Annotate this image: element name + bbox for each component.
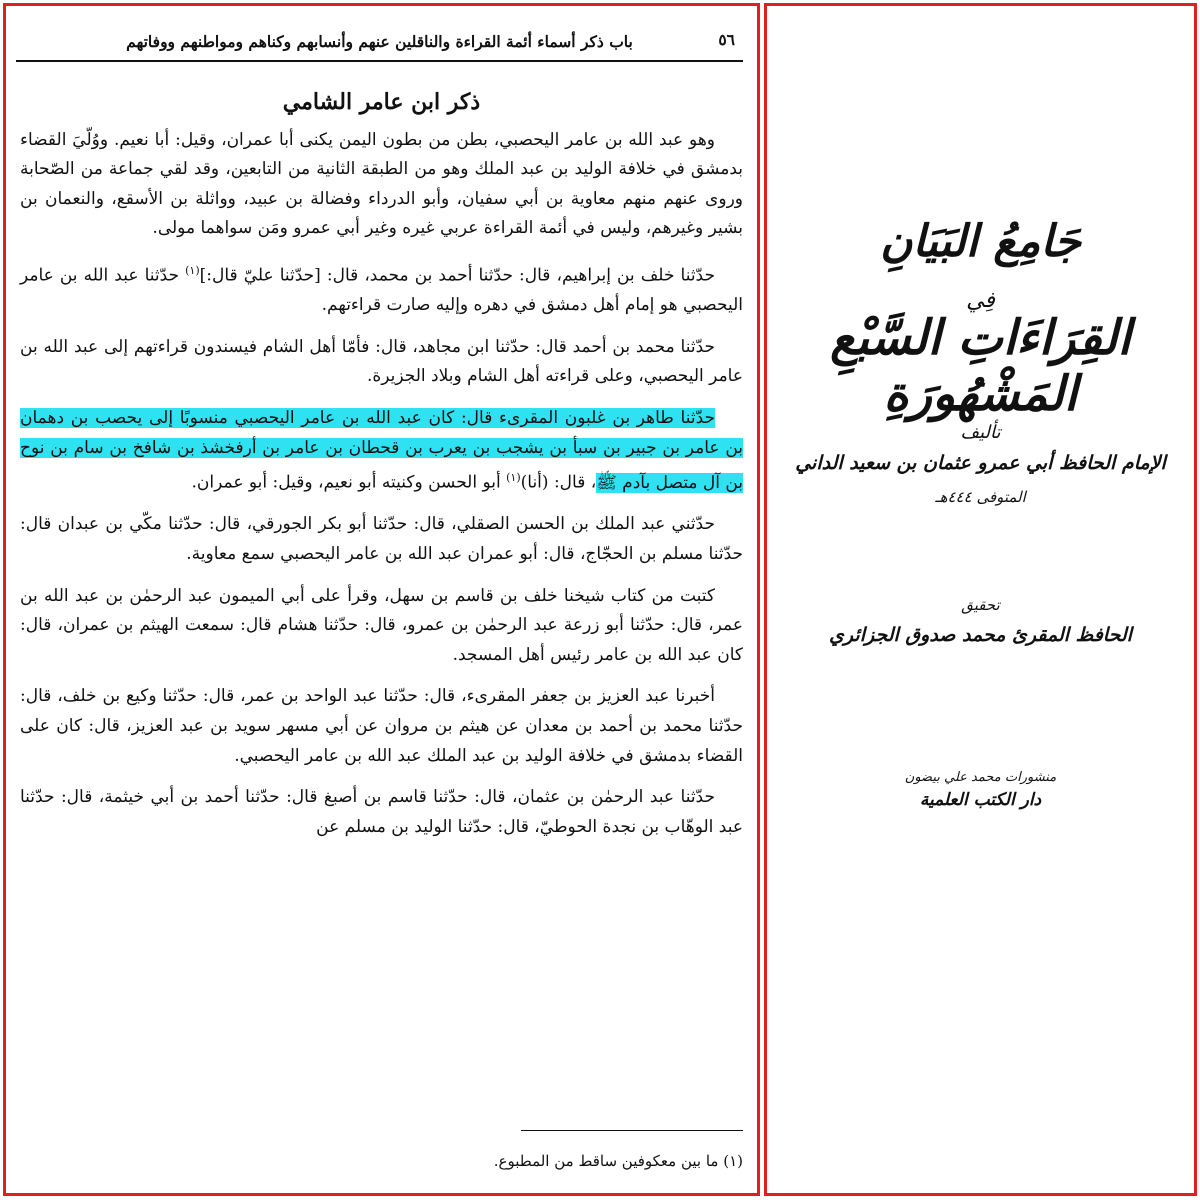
cover-publisher-line-1: منشورات محمد علي بيضون	[904, 770, 1057, 785]
footnote-marker: (١)	[506, 471, 521, 485]
cover-authored-label: تأليف	[960, 422, 1001, 443]
cover-author: الإمام الحافظ أبي عمرو عثمان بن سعيد الداني	[795, 452, 1166, 474]
paragraph-3: حدّثنا محمد بن أحمد قال: حدّثنا ابن مجاهد، قال: فأمّا أهل الشام فيسندون قراءتهم إلى عبد الله بن عامر اليحصبي، وعلى قراءته أهل الشام وبلاد الجزيرة.	[20, 336, 743, 387]
cover-main-title: جَامِعُ البَيَانِ	[880, 216, 1081, 267]
paragraph-1: وهو عبد الله بن عامر اليحصبي، بطن من بطون اليمن يكنى أبا عمران، وقيل: أبا نعيم. ووُلّيَ القضاء بدمشق في خلافة الوليد بن عبد الملك وهو من الطبقة الثانية من التابعين، وقد لقي جماعة من الصّحابة وروى عنهم منهم معاوية بن أبي سفيان، وأبو الدرداء وفضالة بن عبيد، وواثلة بن الأسقع، والنعمان بن بشير وغيرهم، وليس في أئمة القراءة عربي غيره وغير أبي عمرو ومَن سواهما مولى.	[20, 129, 743, 239]
book-page-56	[3, 3, 760, 1196]
running-title: باب ذكر أسماء أئمة القراءة والناقلين عنهم وأنسابهم وكناهم ومواطنهم ووفاتهم	[126, 32, 633, 51]
cover-conjunction: فِي	[966, 288, 995, 313]
cover-subtitle: القِرَاءَاتِ السَّبْعِ المَشْهُورَةِ	[830, 310, 1131, 422]
page-number: ٥٦	[718, 30, 735, 49]
cover-publisher-line-2: دار الكتب العلمية	[919, 790, 1042, 810]
cover-editor: الحافظ المقرئ محمد صدوق الجزائري	[829, 624, 1132, 646]
paragraph-2-text: حدّثنا خلف بن إبراهيم، قال: حدّثنا أحمد بن محمد، قال: [حدّثنا عليّ قال:]	[199, 265, 715, 286]
footnote: (١) ما بين معكوفين ساقط من المطبوع.	[493, 1152, 743, 1170]
paragraph-4-mid: ، قال: (أنا)	[520, 472, 597, 493]
paragraph-2	[20, 256, 743, 321]
section-title: ذكر ابن عامر الشامي	[282, 89, 481, 115]
book-cover-page	[764, 3, 1197, 1196]
highlighted-text: حدّثنا طاهر بن غلبون المقرىء قال: كان عبد الله بن عامر اليحصبي منسوبًا إلى يحصب بن دهمان بن عامر بن جبير بن سبأ بن يشجب بن يعرب بن قحطان بن عامر بن أرفخشذ بن شافخ بن سام بن نوح بن آل متصل بآدم ﷺ	[20, 408, 743, 493]
paragraph-4-rest: أبو الحسن وكنيته أبو نعيم، وقيل: أبو عمران.	[191, 472, 507, 493]
cover-death-date: المتوفى ٤٤٤هـ	[935, 488, 1026, 506]
paragraph-6: كتبت من كتاب شيخنا خلف بن قاسم بن سهل، وقرأ على أبي الميمون عبد الرحمٰن بن عبد الله بن عمر، قال: حدّثنا أبو زرعة عبد الرحمٰن بن عمرو، قال: حدّثنا هشام قال: سمعت الهيثم بن عمران، قال: كان عبد الله بن عامر رئيس أهل المسجد.	[20, 585, 743, 665]
footnote-marker: (١)	[185, 263, 200, 277]
paragraph-8: حدّثنا عبد الرحمٰن بن عثمان، قال: حدّثنا قاسم بن أصبغ قال: حدّثنا أحمد بن أبي خيثمة، قال: حدّثنا عبد الوهّاب بن نجدة الحوطيّ، قال: حدّثنا الوليد بن مسلم عن	[20, 787, 743, 837]
cover-edited-label: تحقيق	[961, 596, 1000, 614]
paragraph-7: أخبرنا عبد العزيز بن جعفر المقرىء، قال: حدّثنا عبد الواحد بن عمر، قال: حدّثنا وكيع بن خلف، قال: حدّثنا محمد بن أحمد بن معدان عن هيثم بن مروان عن أبي مسهر سويد بن عبد العزيز، قال: كان على القضاء بدمشق في خلافة الوليد بن عبد الملك عبد الله بن عامر اليحصبي.	[20, 686, 743, 766]
paragraph-4	[20, 404, 743, 498]
paragraph-2-continuation: حدّثنا عبد الله بن عامر اليحصبي هو إمام أهل دمشق في دهره وإليه صارت قراءتهم.	[20, 265, 743, 316]
page-header	[16, 26, 743, 62]
footnote-divider	[521, 1130, 743, 1131]
page-body	[20, 88, 743, 854]
paragraph-5: حدّثني عبد الملك بن الحسن الصقلي، قال: حدّثنا أبو بكر الجورقي، قال: حدّثنا مكّي بن عبدان قال: حدّثنا مسلم بن الحجّاج، قال: أبو عمران عبد الله بن عامر اليحصبي سمع معاوية.	[20, 514, 743, 565]
